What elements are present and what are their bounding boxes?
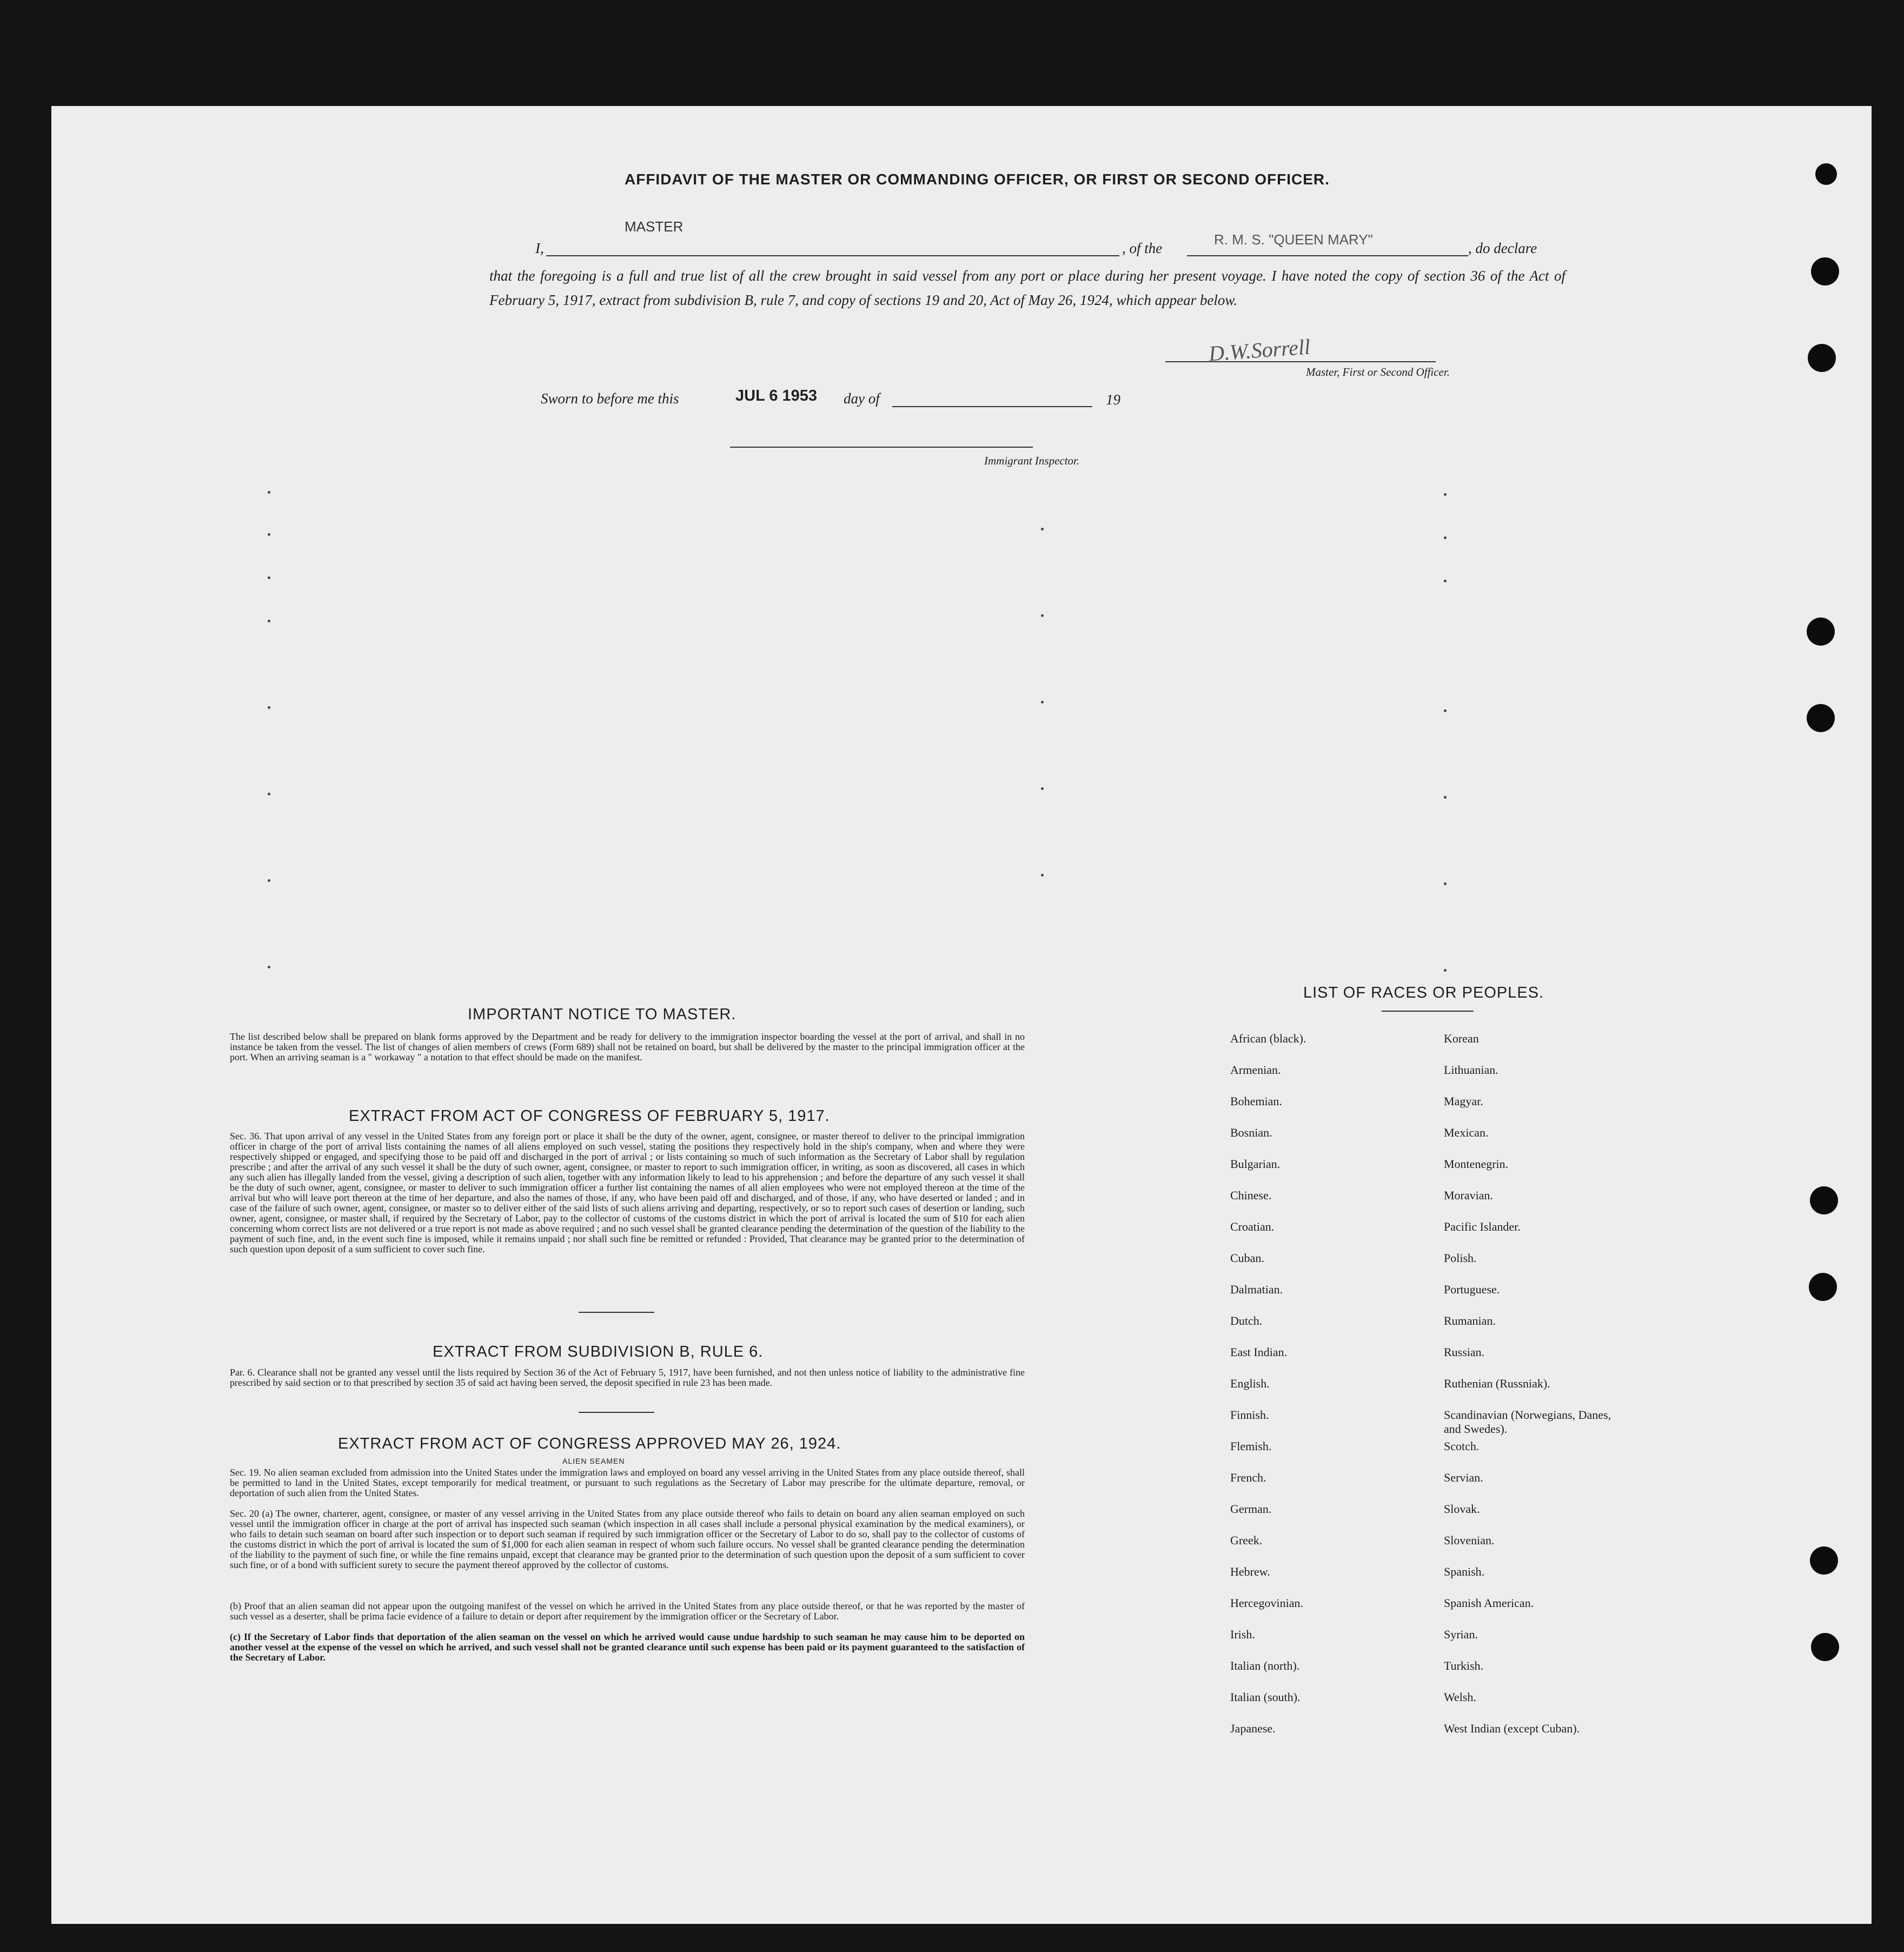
tick-mark (1444, 882, 1447, 885)
vessel-line (1187, 255, 1468, 256)
punch-hole (1811, 257, 1839, 286)
race-left: Japanese. (1230, 1722, 1276, 1735)
race-right: Portuguese. (1444, 1283, 1500, 1296)
punch-hole (1807, 704, 1835, 732)
vessel-typed: R. M. S. "QUEEN MARY" (1214, 231, 1373, 248)
race-left: Italian (north). (1230, 1659, 1300, 1672)
rule6-rule (579, 1412, 654, 1413)
race-left: Italian (south). (1230, 1690, 1301, 1704)
notice-title: IMPORTANT NOTICE TO MASTER. (468, 1006, 737, 1023)
signature-caption: Master, First or Second Officer. (1306, 366, 1450, 379)
race-left: Irish. (1230, 1628, 1255, 1641)
act1924-sec20a: Sec. 20 (a) The owner, charterer, agent, consignee, or master of any vessel arriving in the United States from any place outside thereof who fails to detain on board any alien seaman employed on such vessel until the immigration officer in charge at the port of arrival has inspected such seaman (which inspection in all cases shall include a personal physical examination by the medical examiners), or who fails to detain such seaman on board after such inspection or to deport such seaman if required by such immigration officer or the Secretary of Labor to do so, shall pay to the collector of customs of the customs district in which the port of arrival is located the sum of $1,000 for each alien seaman in respect of whom such failure occurs. No vessel shall be granted clearance pending the determination of the liability to the payment of such fine, or while the fine remains unpaid, except that clearance may be granted prior to the determination of such question upon the deposit of a sum sufficient to cover such fine, or of a bond with sufficient surety to secure the payment thereof approved by the collector of customs. (230, 1508, 1025, 1570)
race-right: Polish. (1444, 1251, 1477, 1265)
tick-mark (1041, 614, 1044, 617)
punch-hole (1808, 344, 1836, 372)
master-name-line (546, 255, 1119, 256)
tick-mark (268, 533, 270, 536)
sworn-prefix: Sworn to before me this (541, 390, 679, 407)
act1924-sec20c: (c) If the Secretary of Labor finds that deportation of the alien seaman on the vessel on which he arrived would cause undue hardship to such seaman he may cause him to be deported on another vessel at the expense of the vessel on which he arrived, and such vessel shall not be granted clearance until such expense has been paid or its payment guaranteed to the satisfaction of the Secretary of Labor. (230, 1631, 1025, 1663)
race-left: Finnish. (1230, 1408, 1269, 1422)
race-left: Bulgarian. (1230, 1157, 1281, 1171)
word-declare: , do declare (1468, 240, 1537, 256)
race-right: Magyar. (1444, 1094, 1483, 1108)
sworn-month-line (892, 406, 1092, 407)
race-right: Slovenian. (1444, 1533, 1495, 1547)
inspector-line (730, 447, 1033, 448)
tick-mark (1444, 969, 1447, 972)
race-left: French. (1230, 1471, 1266, 1484)
tick-mark (268, 879, 270, 882)
race-left: Hebrew. (1230, 1565, 1270, 1578)
act1924-sec20b: (b) Proof that an alien seaman did not appear upon the outgoing manifest of the vessel on which he arrived in the United States from any place outside thereof, or that he was reported by the master of such vessel as a deserter, shall be prima facie evidence of a failure to detain or deport after requirement by the immigration officer or the Secretary of Labor. (230, 1601, 1025, 1622)
tick-mark (268, 620, 270, 622)
tick-mark (1444, 796, 1447, 799)
race-left: German. (1230, 1502, 1272, 1516)
tick-mark (1041, 701, 1044, 703)
act1924-subtitle: ALIEN SEAMEN (562, 1457, 625, 1465)
punch-hole (1810, 1546, 1838, 1575)
tick-mark (1444, 709, 1447, 712)
race-right: West Indian (except Cuban). (1444, 1722, 1580, 1735)
race-right: Spanish. (1444, 1565, 1485, 1578)
sworn-date-stamp: JUL 6 1953 (735, 387, 818, 404)
race-left: Chinese. (1230, 1189, 1272, 1202)
tick-mark (1041, 874, 1044, 877)
sworn-year: 19 (1106, 391, 1120, 408)
race-right: Syrian. (1444, 1628, 1478, 1641)
race-left: Dalmatian. (1230, 1283, 1283, 1296)
race-left: English. (1230, 1377, 1270, 1390)
race-left: Armenian. (1230, 1063, 1281, 1077)
act1924-title: EXTRACT FROM ACT OF CONGRESS APPROVED MAY 26, 1924. (338, 1435, 841, 1452)
word-i: I, (535, 240, 544, 256)
punch-hole (1811, 1633, 1839, 1661)
punch-hole (1815, 163, 1837, 185)
race-left: African (black). (1230, 1032, 1306, 1045)
rule6-title: EXTRACT FROM SUBDIVISION B, RULE 6. (433, 1343, 764, 1360)
race-right: Lithuanian. (1444, 1063, 1498, 1077)
race-left: Hercegovinian. (1230, 1596, 1303, 1610)
punch-hole (1809, 1273, 1837, 1301)
race-left: Flemish. (1230, 1439, 1272, 1453)
race-left: Greek. (1230, 1533, 1263, 1547)
tick-mark (1444, 493, 1447, 496)
race-right: Pacific Islander. (1444, 1220, 1521, 1233)
document-sheet (51, 106, 1872, 1924)
sworn-day-of: day of (844, 390, 880, 407)
affidavit-title: AFFIDAVIT OF THE MASTER OR COMMANDING OFFICER, OR FIRST OR SECOND OFFICER. (625, 171, 1330, 188)
race-right: Welsh. (1444, 1690, 1476, 1704)
notice-body: The list described below shall be prepared on blank forms approved by the Department and be ready for delivery to the immigration inspector boarding the vessel at the port of arrival, and shall in no instance be taken from the vessel. The list of changes of alien members of crews (Form 689) shall not be retained on board, but shall be delivered by the master to the principal immigration officer at the port. When an arriving seaman is a " workaway " a notation to that effect should be made on the manifest. (230, 1031, 1025, 1063)
affidavit-body: that the foregoing is a full and true list of all the crew brought in said vessel from any port or place during her present voyage. I have noted the copy of section 36 of the Act of February 5, 1917, extract from subdivision B, rule 7, and copy of sections 19 and 20, Act of May 26, 1924, which appear below. (489, 268, 1565, 308)
race-right: Spanish American. (1444, 1596, 1534, 1610)
race-left: Dutch. (1230, 1314, 1263, 1327)
race-right: Korean (1444, 1032, 1479, 1045)
race-right: Mexican. (1444, 1126, 1489, 1139)
tick-mark (268, 576, 270, 579)
act1917-title: EXTRACT FROM ACT OF CONGRESS OF FEBRUARY 5, 1917. (349, 1107, 830, 1125)
race-right: Ruthenian (Russniak). (1444, 1377, 1550, 1390)
rank-typed: MASTER (625, 218, 684, 235)
race-right: Rumanian. (1444, 1314, 1496, 1327)
rule6-body: Par. 6. Clearance shall not be granted any vessel until the lists required by Section 36 of the Act of February 5, 1917, have been furnished, and not then unless notice of liability to the administrative fine prescribed by said section or to that prescribed by section 35 of said act having been served, the deposit specified in rule 23 has been made. (230, 1367, 1025, 1388)
tick-mark (268, 793, 270, 795)
tick-mark (268, 706, 270, 709)
punch-hole (1807, 618, 1835, 646)
race-left: Bosnian. (1230, 1126, 1272, 1139)
race-left: Bohemian. (1230, 1094, 1282, 1108)
master-signature: D.W.Sorrell (1208, 334, 1311, 366)
word-of-the: , of the (1122, 240, 1163, 256)
races-title: LIST OF RACES OR PEOPLES. (1303, 984, 1544, 1001)
tick-mark (1444, 536, 1447, 539)
race-right: Slovak. (1444, 1502, 1480, 1516)
act1924-sec19: Sec. 19. No alien seaman excluded from admission into the United States under the immigration laws and employed on board any vessel arriving in the United States from any place outside thereof, shall be permitted to land in the United States, except temporarily for medical treatment, or pursuant to such regulations as the Secretary of Labor may prescribe for the ultimate departure, removal, or deportation of such alien from the United States. (230, 1467, 1025, 1498)
race-right: Russian. (1444, 1345, 1485, 1359)
races-rule (1382, 1011, 1474, 1012)
tick-mark (1041, 787, 1044, 790)
tick-mark (268, 491, 270, 494)
race-right: Turkish. (1444, 1659, 1484, 1672)
race-left: Cuban. (1230, 1251, 1264, 1265)
signature-line (1165, 361, 1436, 362)
tick-mark (1041, 528, 1044, 530)
race-right: Moravian. (1444, 1189, 1494, 1202)
race-left: Croatian. (1230, 1220, 1275, 1233)
race-right: Servian. (1444, 1471, 1483, 1484)
inspector-caption: Immigrant Inspector. (984, 454, 1080, 467)
race-right: Scotch. (1444, 1439, 1480, 1453)
race-left: East Indian. (1230, 1345, 1288, 1359)
race-right: Scandinavian (Norwegians, Danes, and Swedes). (1444, 1408, 1611, 1436)
act1917-rule (579, 1312, 654, 1313)
tick-mark (1444, 580, 1447, 582)
tick-mark (268, 966, 270, 968)
punch-hole (1810, 1186, 1838, 1214)
act1917-body: Sec. 36. That upon arrival of any vessel in the United States from any foreign port or place it shall be the duty of the owner, agent, consignee, or master thereof to deliver to the principal immigration officer in charge of the port of arrival lists containing the names of all aliens employed on such vessel, stating the positions they respectively hold in the ship's company, when and where they were respectively shipped or engaged, and specifying those to be paid off and discharged in the port of arrival ; or lists containing so much of such information as the Secretary of Labor shall by regulation prescribe ; and after the arrival of any such vessel it shall be the duty of such owner, agent, consignee, or master to report to such immigration officer, in writing, as soon as discovered, all cases in which any such alien has illegally landed from the vessel, giving a description of such alien, together with any information likely to lead to his apprehension ; and before the departure of any such vessel it shall be the duty of such owner, agent, consignee, or master to deliver to such immigration officer a further list containing the names of all alien employees who were not employed thereon at the time of the arrival but who will leave port thereon at the time of her departure, and also the names of those, if any, who have been paid off and discharged, and of those, if any, who have deserted or landed ; and in case of the failure of such owner, agent, consignee, or master so to deliver either of the said lists of such aliens arriving and departing, respectively, or so to report such cases of desertion or landing, such owner, agent, consignee, or master shall, if required by the Secretary of Labor, pay to the collector of customs of the customs district in which the port of arrival is located the sum of $10 for each alien concerning whom correct lists are not delivered or a true report is not made as above required ; and no such vessel shall be granted clearance pending the determination of the question of the liability to the payment of such fine, and, in the event such fine is imposed, while it remains unpaid ; nor shall such fine be remitted or refunded : Provided, That clearance may be granted prior to the determination of such question upon deposit of a sum sufficient to cover such fine. (230, 1131, 1025, 1254)
race-right: Montenegrin. (1444, 1157, 1509, 1171)
